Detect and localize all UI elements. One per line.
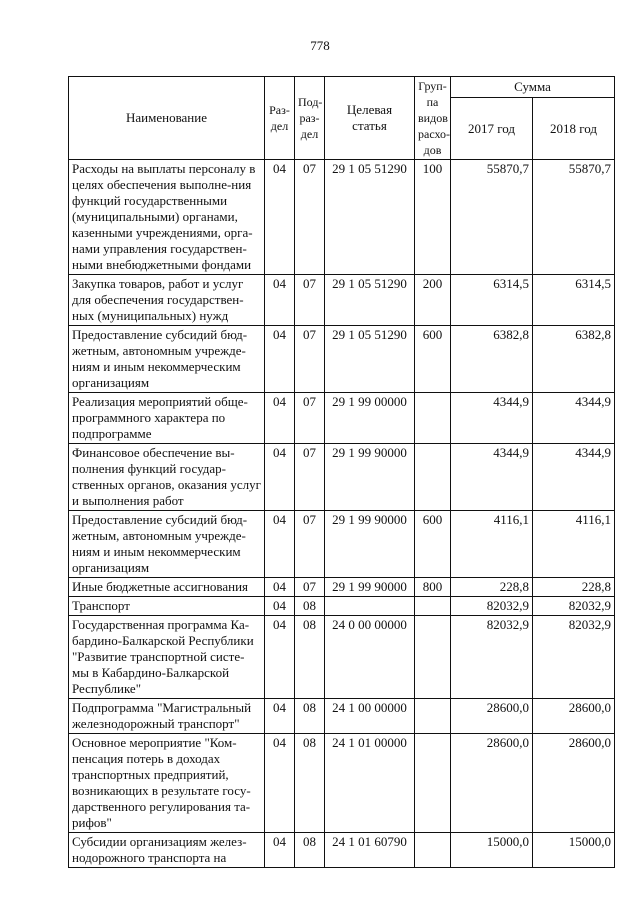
cell-sum-2017: 228,8	[451, 578, 533, 597]
header-group: Груп- па видов расхо- дов	[415, 77, 451, 160]
cell-name: Предоставление субсидий бюд-жетным, автономным учрежде-ниям и иным некоммерческим организациям	[69, 511, 265, 578]
cell-sum-2017: 82032,9	[451, 616, 533, 699]
cell-podrazdel: 08	[295, 833, 325, 868]
header-target: Целевая статья	[325, 77, 415, 160]
cell-target: 24 0 00 00000	[325, 616, 415, 699]
cell-sum-2018: 28600,0	[533, 699, 615, 734]
cell-target: 29 1 99 90000	[325, 444, 415, 511]
cell-target: 24 1 00 00000	[325, 699, 415, 734]
cell-podrazdel: 08	[295, 734, 325, 833]
cell-podrazdel: 07	[295, 326, 325, 393]
cell-razdel: 04	[265, 160, 295, 275]
table-row	[69, 734, 615, 833]
cell-sum-2018: 28600,0	[533, 734, 615, 833]
header-year-2017: 2017 год	[451, 98, 533, 160]
cell-razdel: 04	[265, 616, 295, 699]
cell-podrazdel: 08	[295, 616, 325, 699]
table-row	[69, 326, 615, 393]
cell-target: 29 1 05 51290	[325, 160, 415, 275]
cell-name: Государственная программа Ка-бардино-Балкарской Республики "Развитие транспортной систе-мы в Кабардино-Балкарской Республике"	[69, 616, 265, 699]
cell-group	[415, 597, 451, 616]
header-podrazdel: Под- раз- дел	[295, 77, 325, 160]
cell-target: 29 1 99 90000	[325, 511, 415, 578]
cell-sum-2018: 15000,0	[533, 833, 615, 868]
table-row	[69, 616, 615, 699]
cell-target: 29 1 99 90000	[325, 578, 415, 597]
cell-name: Основное мероприятие "Ком-пенсация потерь в доходах транспортных предприятий, возникающих в результате госу-дарственного регулирования та-рифов"	[69, 734, 265, 833]
header-name: Наименование	[69, 77, 265, 160]
cell-group	[415, 393, 451, 444]
cell-sum-2018: 4344,9	[533, 444, 615, 511]
cell-group: 800	[415, 578, 451, 597]
cell-sum-2017: 4344,9	[451, 393, 533, 444]
table-row	[69, 597, 615, 616]
cell-group	[415, 699, 451, 734]
table-row	[69, 699, 615, 734]
cell-podrazdel: 07	[295, 393, 325, 444]
table-row	[69, 444, 615, 511]
cell-name: Закупка товаров, работ и услуг для обеспечения государствен-ных (муниципальных) нужд	[69, 275, 265, 326]
cell-razdel: 04	[265, 326, 295, 393]
cell-razdel: 04	[265, 275, 295, 326]
header-sum: Сумма	[451, 77, 615, 98]
cell-name: Реализация мероприятий обще-программного характера по подпрограмме	[69, 393, 265, 444]
cell-group	[415, 833, 451, 868]
cell-name: Расходы на выплаты персоналу в целях обеспечения выполне-ния функций государственными (муниципальными) органами, казенными учреждениями, орга-нами управления государствен-ными внебюджетными фондами	[69, 160, 265, 275]
cell-razdel: 04	[265, 699, 295, 734]
cell-razdel: 04	[265, 734, 295, 833]
cell-podrazdel: 08	[295, 699, 325, 734]
table-header	[69, 77, 615, 160]
cell-sum-2017: 4116,1	[451, 511, 533, 578]
table-row	[69, 578, 615, 597]
page-number: 778	[310, 38, 330, 53]
cell-sum-2017: 28600,0	[451, 699, 533, 734]
cell-name: Иные бюджетные ассигнования	[69, 578, 265, 597]
table-row	[69, 511, 615, 578]
cell-sum-2017: 82032,9	[451, 597, 533, 616]
cell-target: 24 1 01 60790	[325, 833, 415, 868]
cell-podrazdel: 07	[295, 578, 325, 597]
cell-sum-2018: 82032,9	[533, 597, 615, 616]
header-razdel: Раз- дел	[265, 77, 295, 160]
cell-sum-2017: 6314,5	[451, 275, 533, 326]
cell-razdel: 04	[265, 597, 295, 616]
cell-group	[415, 734, 451, 833]
cell-sum-2018: 55870,7	[533, 160, 615, 275]
cell-name: Предоставление субсидий бюд-жетным, автономным учрежде-ниям и иным некоммерческим организациям	[69, 326, 265, 393]
cell-razdel: 04	[265, 393, 295, 444]
cell-target: 29 1 99 00000	[325, 393, 415, 444]
cell-podrazdel: 07	[295, 444, 325, 511]
cell-name: Финансовое обеспечение вы-полнения функций государ-ственных органов, оказания услуг и выполнения работ	[69, 444, 265, 511]
table-row	[69, 833, 615, 868]
cell-group: 100	[415, 160, 451, 275]
cell-sum-2017: 6382,8	[451, 326, 533, 393]
cell-podrazdel: 08	[295, 597, 325, 616]
cell-razdel: 04	[265, 444, 295, 511]
table-row	[69, 393, 615, 444]
cell-sum-2017: 15000,0	[451, 833, 533, 868]
cell-sum-2018: 228,8	[533, 578, 615, 597]
header-year-2018: 2018 год	[533, 98, 615, 160]
cell-group	[415, 616, 451, 699]
cell-group: 200	[415, 275, 451, 326]
cell-podrazdel: 07	[295, 275, 325, 326]
table-body	[69, 160, 615, 868]
cell-name: Субсидии организациям желез-нодорожного транспорта на	[69, 833, 265, 868]
cell-razdel: 04	[265, 578, 295, 597]
cell-group: 600	[415, 511, 451, 578]
table-row	[69, 275, 615, 326]
cell-name: Транспорт	[69, 597, 265, 616]
cell-sum-2018: 6314,5	[533, 275, 615, 326]
budget-table	[68, 76, 615, 868]
cell-sum-2017: 28600,0	[451, 734, 533, 833]
cell-sum-2018: 4344,9	[533, 393, 615, 444]
cell-sum-2017: 4344,9	[451, 444, 533, 511]
cell-target: 24 1 01 00000	[325, 734, 415, 833]
cell-sum-2018: 4116,1	[533, 511, 615, 578]
table-row	[69, 160, 615, 275]
cell-sum-2017: 55870,7	[451, 160, 533, 275]
cell-group	[415, 444, 451, 511]
cell-target	[325, 597, 415, 616]
cell-podrazdel: 07	[295, 160, 325, 275]
cell-target: 29 1 05 51290	[325, 326, 415, 393]
cell-name: Подпрограмма "Магистральный железнодорожный транспорт"	[69, 699, 265, 734]
cell-sum-2018: 82032,9	[533, 616, 615, 699]
cell-group: 600	[415, 326, 451, 393]
cell-podrazdel: 07	[295, 511, 325, 578]
cell-target: 29 1 05 51290	[325, 275, 415, 326]
cell-razdel: 04	[265, 511, 295, 578]
cell-sum-2018: 6382,8	[533, 326, 615, 393]
cell-razdel: 04	[265, 833, 295, 868]
